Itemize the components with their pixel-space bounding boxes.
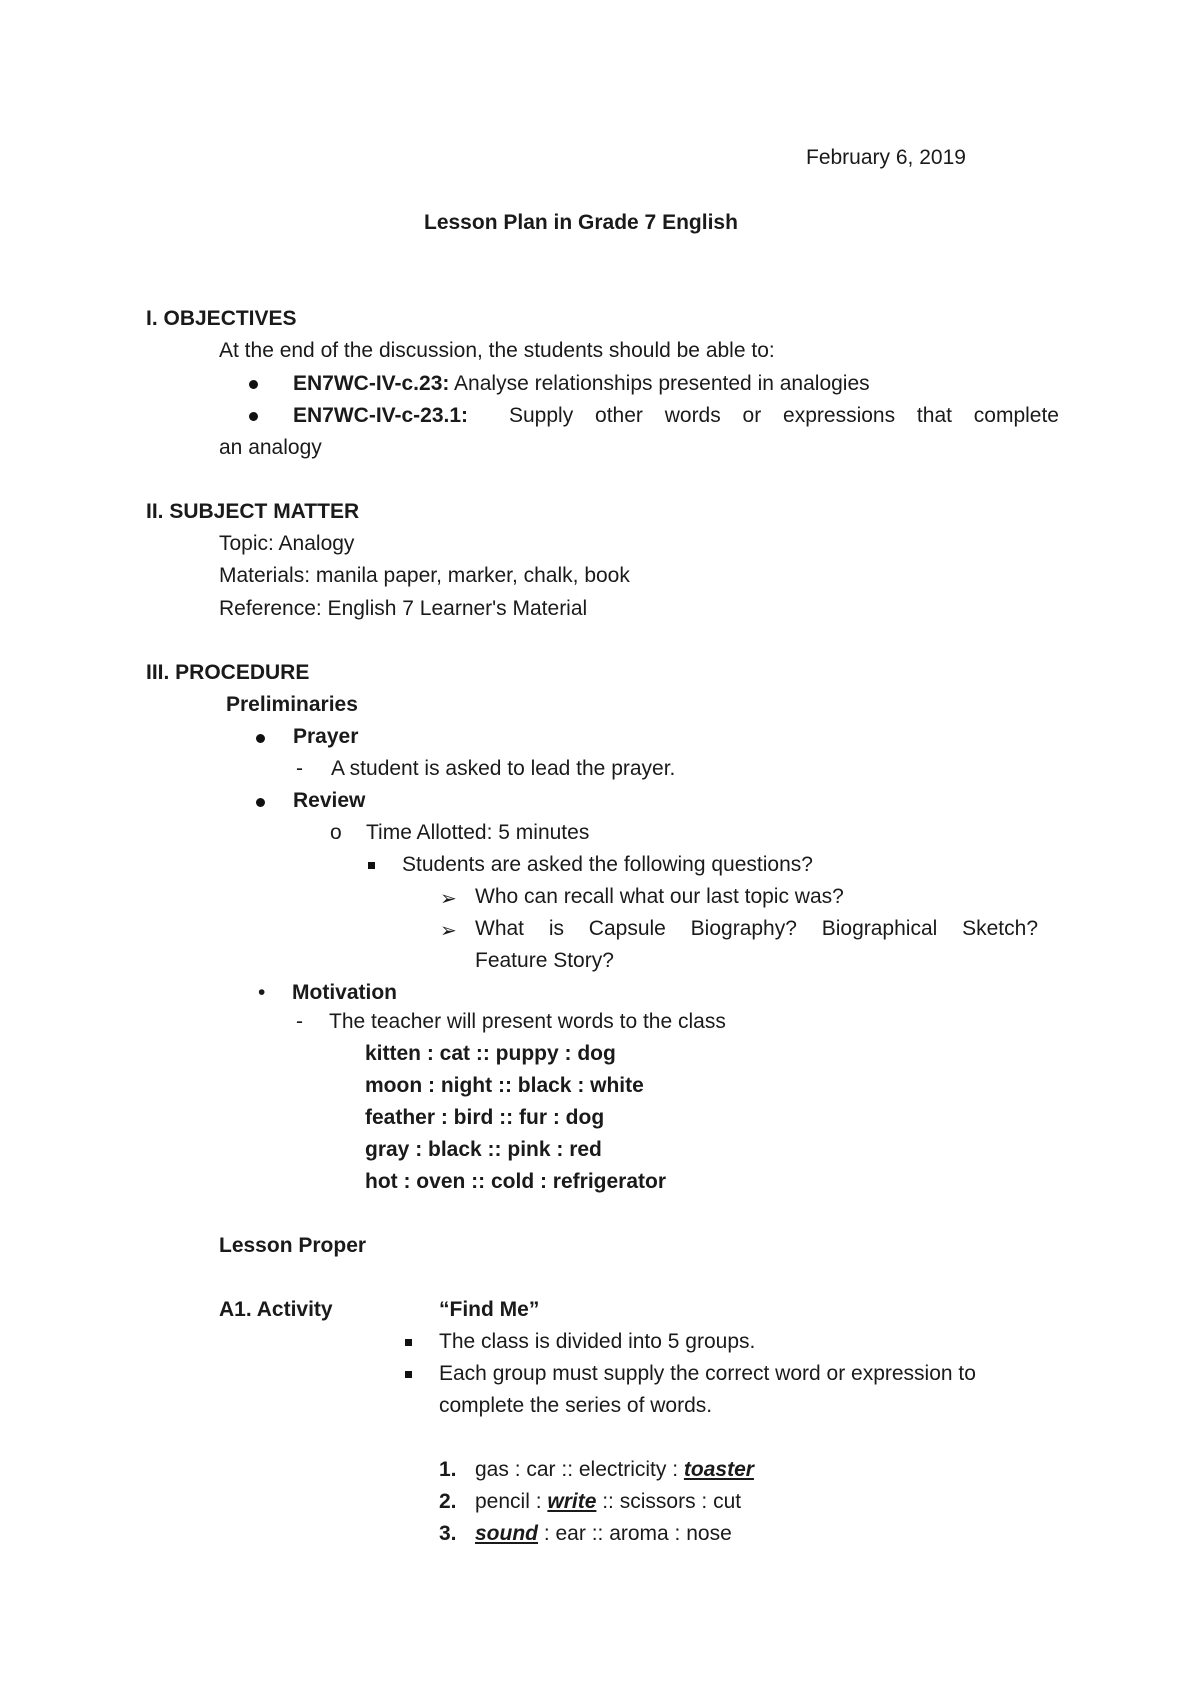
bullet-icon: [256, 734, 265, 743]
item-prompt: gas : car :: electricity :: [475, 1458, 684, 1481]
item-number: 2.: [439, 1490, 457, 1513]
objective-code: EN7WC-IV-c-23.1:: [293, 404, 469, 427]
item-suffix: : ear :: aroma : nose: [538, 1522, 732, 1545]
analogy-line: gray : black :: pink : red: [365, 1138, 602, 1161]
circle-bullet-icon: o: [330, 821, 342, 844]
objective-code: EN7WC-IV-c.23:: [293, 372, 450, 395]
review-label: Review: [293, 789, 366, 812]
item-number: 3.: [439, 1522, 457, 1545]
objective-text: Supply other words or expressions that complete: [509, 404, 1059, 427]
activity-item-3: [475, 1522, 732, 1546]
objective-text-continued: an analogy: [219, 436, 322, 459]
activity-name: “Find Me”: [439, 1298, 540, 1321]
dash-marker: -: [296, 1010, 303, 1033]
analogy-line: moon : night :: black : white: [365, 1074, 644, 1097]
motivation-label: Motivation: [292, 981, 397, 1004]
activity-label: A1. Activity: [219, 1298, 333, 1321]
objectives-heading: I. OBJECTIVES: [146, 307, 297, 330]
page-title: Lesson Plan in Grade 7 English: [424, 211, 738, 234]
item-answer: write: [547, 1490, 597, 1513]
objectives-intro: At the end of the discussion, the students should be able to:: [219, 339, 775, 362]
procedure-heading: III. PROCEDURE: [146, 661, 310, 684]
lesson-proper-heading: Lesson Proper: [219, 1234, 367, 1257]
activity-bullet-1: The class is divided into 5 groups.: [439, 1330, 756, 1353]
analogy-line: feather : bird :: fur : dog: [365, 1106, 605, 1129]
activity-item-2: [475, 1490, 741, 1514]
review-question-2: What is Capsule Biography? Biographical Sketch?: [475, 917, 1038, 940]
bullet-icon: •: [258, 981, 266, 1004]
square-bullet-icon: [368, 862, 375, 869]
bullet-icon: [249, 380, 258, 389]
objective-item-2: [293, 404, 1059, 428]
date: February 6, 2019: [806, 146, 966, 169]
prayer-text: A student is asked to lead the prayer.: [331, 757, 676, 780]
item-answer: sound: [475, 1522, 538, 1545]
subject-matter-heading: II. SUBJECT MATTER: [146, 500, 360, 523]
item-suffix: :: scissors : cut: [596, 1490, 742, 1513]
analogy-line: kitten : cat :: puppy : dog: [365, 1042, 616, 1065]
activity-item-1: [475, 1458, 754, 1482]
arrow-bullet-icon: ➢: [440, 920, 457, 942]
item-prompt: pencil :: [475, 1490, 548, 1513]
materials: Materials: manila paper, marker, chalk, book: [219, 564, 630, 587]
arrow-bullet-icon: ➢: [440, 888, 457, 910]
preliminaries-heading: Preliminaries: [226, 693, 358, 716]
objective-item-1: [293, 372, 870, 396]
topic: Topic: Analogy: [219, 532, 355, 555]
item-number: 1.: [439, 1458, 457, 1481]
motivation-text: The teacher will present words to the class: [329, 1010, 726, 1033]
square-bullet-icon: [405, 1339, 412, 1346]
dash-marker: -: [296, 757, 303, 780]
review-question-2-continued: Feature Story?: [475, 949, 614, 972]
square-bullet-icon: [405, 1371, 412, 1378]
activity-bullet-2-continued: complete the series of words.: [439, 1394, 713, 1417]
bullet-icon: [249, 412, 258, 421]
activity-bullet-2: Each group must supply the correct word or expression to: [439, 1362, 976, 1385]
item-answer: toaster: [683, 1458, 754, 1481]
time-allotted: Time Allotted: 5 minutes: [366, 821, 590, 844]
bullet-icon: [256, 798, 265, 807]
review-question-1: Who can recall what our last topic was?: [475, 885, 844, 908]
prayer-label: Prayer: [293, 725, 359, 748]
questions-intro: Students are asked the following questions?: [402, 853, 813, 876]
reference: Reference: English 7 Learner's Material: [219, 597, 588, 620]
analogy-line: hot : oven :: cold : refrigerator: [365, 1170, 667, 1193]
objective-text: Analyse relationships presented in analogies: [449, 372, 870, 395]
